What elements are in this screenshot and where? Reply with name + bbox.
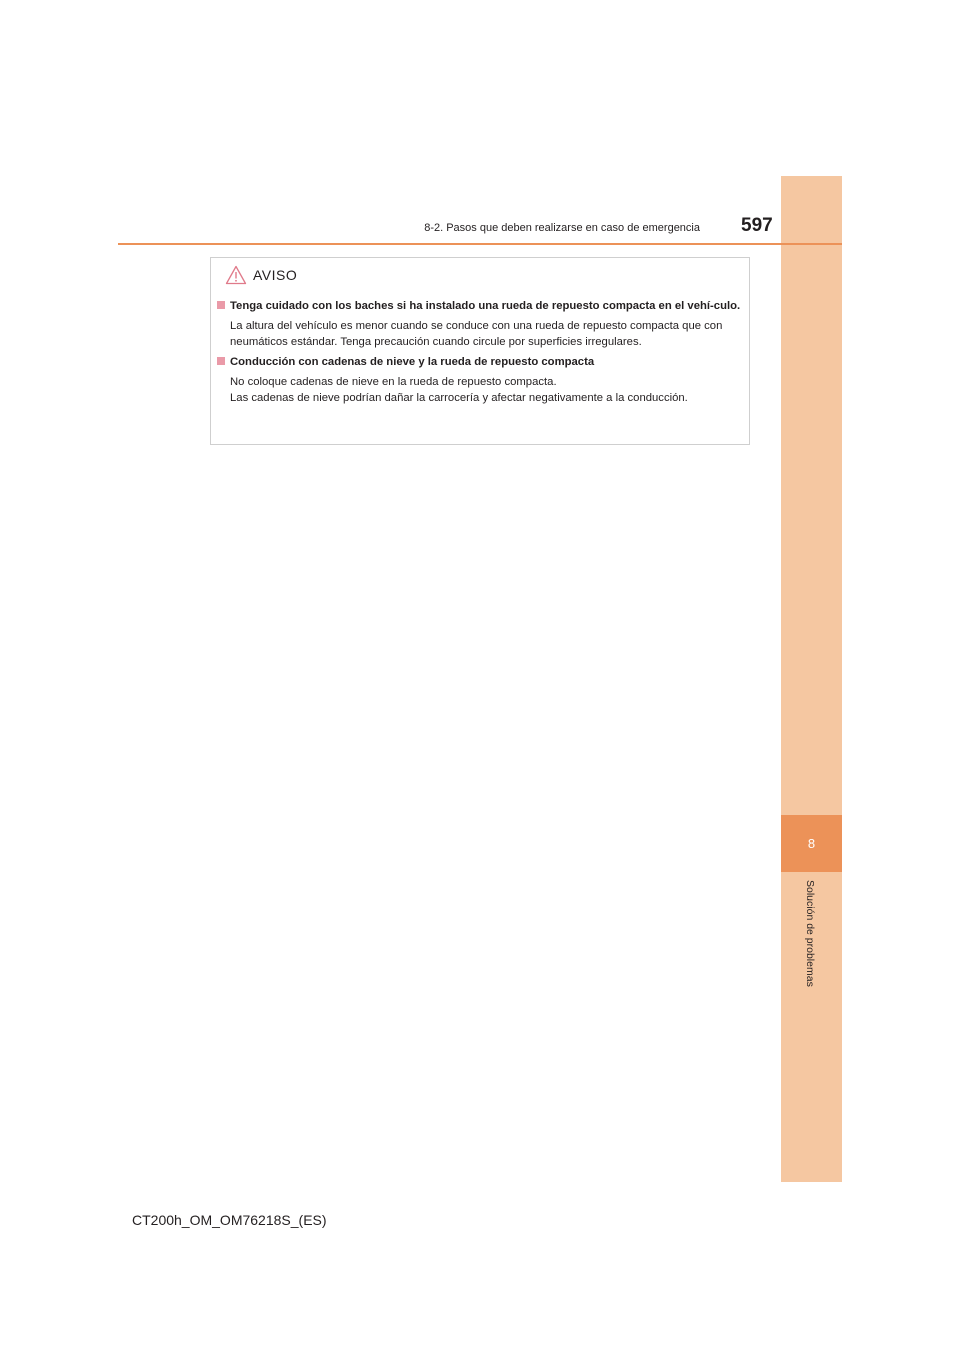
warning-item: [217, 298, 749, 350]
warning-header: [225, 262, 297, 288]
warning-item-text: [217, 374, 749, 406]
warning-item-heading: [217, 354, 749, 370]
chapter-tab[interactable]: [781, 815, 842, 872]
warning-body: [217, 298, 749, 410]
document-code: CT200h_OM_OM76218S_(ES): [132, 1212, 327, 1228]
chapter-title: Solución de problemas: [804, 880, 816, 987]
page-number: 597: [741, 215, 773, 236]
warning-item-heading-text: Tenga cuidado con los baches si ha instalado una rueda de repuesto compacta en el vehí-culo.: [230, 300, 741, 312]
warning-item-text: La altura del vehículo es menor cuando se conduce con una rueda de repuesto compacta que con neumáticos estándar. Tenga precaución cuando circule por superficies irregulares.: [230, 320, 723, 348]
section-title: 8-2. Pasos que deben realizarse en caso de emergencia: [424, 222, 700, 234]
warning-item-heading-text: Conducción con cadenas de nieve y la rueda de repuesto compacta: [230, 356, 595, 368]
chapter-number: 8: [807, 836, 816, 851]
side-chapter-band: [781, 176, 842, 1182]
warning-item-heading: [217, 298, 749, 314]
warning-item: [217, 354, 749, 406]
warning-item-text-line: Las cadenas de nieve podrían dañar la carrocería y afectar negativamente a la conducción.: [230, 392, 688, 404]
header-divider: [118, 243, 842, 245]
warning-triangle-icon: [225, 265, 247, 285]
square-bullet-icon: [217, 357, 225, 365]
square-bullet-icon: [217, 301, 225, 309]
warning-item-text-line: No coloque cadenas de nieve en la rueda de repuesto compacta.: [230, 376, 557, 388]
warning-title: AVISO: [253, 267, 298, 283]
warning-box: [210, 257, 750, 445]
